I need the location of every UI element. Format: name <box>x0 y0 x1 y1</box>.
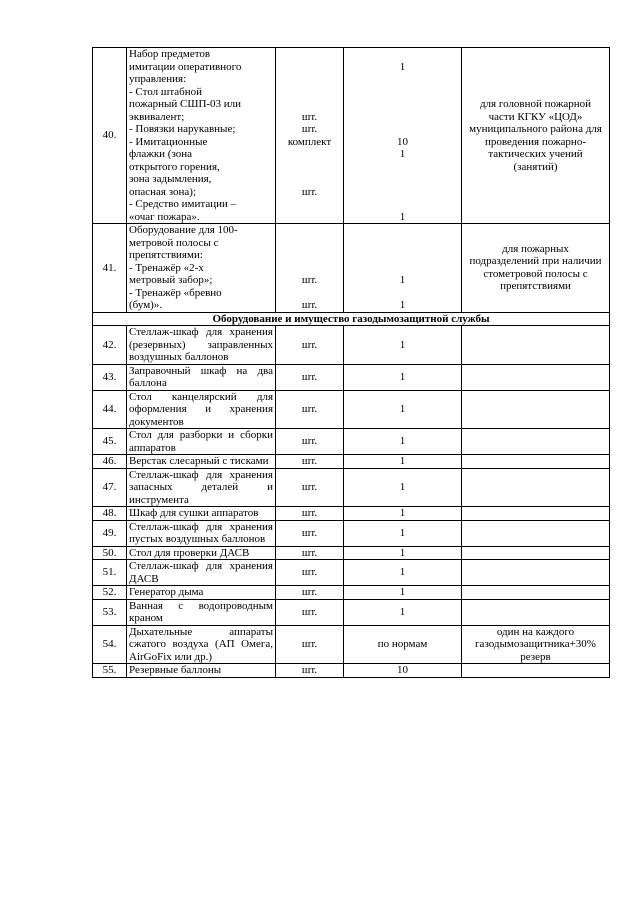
note-cell <box>462 586 610 600</box>
table-row <box>93 664 610 678</box>
note-cell <box>462 429 610 455</box>
cell-line: шт. <box>301 123 318 135</box>
row-number: 48. <box>93 507 127 521</box>
cell-line: шт. <box>301 185 318 198</box>
cell-line: тактических учений <box>488 148 583 160</box>
cell-line: для пожарных <box>502 242 569 255</box>
unit-cell: шт. <box>276 429 344 455</box>
row-number: 49. <box>93 520 127 546</box>
quantity-cell: 1 <box>344 429 462 455</box>
cell-line: опасная зона); <box>129 185 196 198</box>
unit-cell: шт. <box>276 664 344 678</box>
cell-line <box>278 249 341 262</box>
item-name: Стеллаж-шкаф для хранения пустых воздушных баллонов <box>127 520 276 546</box>
cell-line: 10 <box>397 135 408 148</box>
row-number: 53. <box>93 599 127 625</box>
table-row <box>93 520 610 546</box>
quantity-cell <box>344 48 462 224</box>
unit-cell: шт. <box>276 455 344 469</box>
cell-line: (бум)». <box>129 299 163 311</box>
note-cell <box>462 468 610 507</box>
unit-cell: шт. <box>276 560 344 586</box>
unit-cell: шт. <box>276 599 344 625</box>
cell-line: - Повязки нарукавные; <box>129 123 236 135</box>
cell-line: 1 <box>399 274 406 286</box>
row-number: 40. <box>93 48 127 224</box>
note-cell <box>462 599 610 625</box>
cell-line: для головной пожарной <box>479 98 592 110</box>
note-cell <box>462 546 610 560</box>
table-row <box>93 224 610 313</box>
note-cell <box>462 364 610 390</box>
table-row <box>93 48 610 224</box>
item-name: Дыхательные аппараты сжатого воздуха (АП Омега, AirGoFix или др.) <box>127 625 276 664</box>
row-number: 47. <box>93 468 127 507</box>
cell-line <box>346 249 459 262</box>
cell-line: 1 <box>399 148 406 160</box>
cell-line: - Имитационные <box>129 135 208 148</box>
unit-cell: шт. <box>276 364 344 390</box>
cell-line <box>346 111 459 124</box>
row-number: 51. <box>93 560 127 586</box>
item-name: Ванная с водопроводным краном <box>127 599 276 625</box>
unit-cell: шт. <box>276 468 344 507</box>
row-number: 41. <box>93 224 127 313</box>
item-name: Верстак слесарный с тисками <box>127 455 276 469</box>
item-name: Стол для проверки ДАСВ <box>127 546 276 560</box>
cell-line: 1 <box>399 210 406 223</box>
quantity-cell: 1 <box>344 364 462 390</box>
cell-line <box>278 287 341 300</box>
cell-line: шт. <box>301 274 318 286</box>
cell-line: пожарный СШП-03 или <box>129 98 242 110</box>
quantity-cell: 10 <box>344 664 462 678</box>
quantity-cell: 1 <box>344 546 462 560</box>
cell-line <box>346 73 459 86</box>
cell-line <box>346 98 459 111</box>
note-cell: один на каждого газодымозащитника+30% резерв <box>462 625 610 664</box>
quantity-cell: 1 <box>344 586 462 600</box>
cell-line: Набор предметов <box>129 48 211 60</box>
quantity-cell: по нормам <box>344 625 462 664</box>
section-row <box>93 312 610 326</box>
unit-cell: шт. <box>276 625 344 664</box>
cell-line <box>278 148 341 161</box>
quantity-cell: 1 <box>344 520 462 546</box>
table-row <box>93 625 610 664</box>
cell-line <box>278 198 341 211</box>
cell-line <box>346 224 459 237</box>
cell-line <box>278 73 341 86</box>
note-cell <box>462 664 610 678</box>
table-row <box>93 560 610 586</box>
cell-line <box>278 61 341 74</box>
table-row <box>93 507 610 521</box>
unit-cell <box>276 224 344 313</box>
note-cell <box>462 455 610 469</box>
cell-line <box>278 237 341 250</box>
unit-cell: шт. <box>276 586 344 600</box>
cell-line: - Стол штабной <box>129 85 203 98</box>
item-name: Резервные баллоны <box>127 664 276 678</box>
equipment-table <box>92 47 610 678</box>
cell-line: 1 <box>399 60 406 73</box>
row-number: 50. <box>93 546 127 560</box>
cell-line: муниципального района для <box>469 123 602 135</box>
row-number: 54. <box>93 625 127 664</box>
cell-line <box>346 198 459 211</box>
cell-line <box>278 48 341 61</box>
cell-line: 1 <box>399 299 406 311</box>
item-name: Заправочный шкаф на два баллона <box>127 364 276 390</box>
cell-line <box>346 262 459 275</box>
cell-line <box>278 211 341 224</box>
quantity-cell: 1 <box>344 599 462 625</box>
item-name: Шкаф для сушки аппаратов <box>127 507 276 521</box>
table-row <box>93 326 610 365</box>
row-number: 52. <box>93 586 127 600</box>
quantity-cell: 1 <box>344 455 462 469</box>
quantity-cell: 1 <box>344 507 462 521</box>
cell-line: части КГКУ «ЦОД» <box>488 110 583 123</box>
cell-line: управления: <box>129 73 187 85</box>
cell-line: препятствиями <box>500 280 571 293</box>
item-name <box>127 48 276 224</box>
row-number: 45. <box>93 429 127 455</box>
row-number: 44. <box>93 390 127 429</box>
cell-line <box>346 86 459 99</box>
note-cell <box>462 560 610 586</box>
table-row <box>93 390 610 429</box>
cell-line: комплект <box>287 135 332 148</box>
cell-line <box>278 262 341 275</box>
row-number: 43. <box>93 364 127 390</box>
note-cell <box>462 507 610 521</box>
item-name: Стеллаж-шкаф для хранения (резервных) заправленных воздушных баллонов <box>127 326 276 365</box>
table-row <box>93 429 610 455</box>
item-name: Стол для разборки и сборки аппаратов <box>127 429 276 455</box>
cell-line <box>346 237 459 250</box>
unit-cell: шт. <box>276 520 344 546</box>
cell-line: стометровой полосы с <box>483 267 588 280</box>
unit-cell: шт. <box>276 507 344 521</box>
cell-line: препятствиями: <box>129 249 203 261</box>
row-number: 46. <box>93 455 127 469</box>
cell-line: зона задымления, <box>129 173 212 185</box>
cell-line <box>346 123 459 136</box>
item-name <box>127 224 276 313</box>
cell-line <box>346 287 459 300</box>
cell-line: эквивалент; <box>129 110 185 123</box>
cell-line: Оборудование для 100- <box>129 224 238 236</box>
note-cell <box>462 326 610 365</box>
cell-line: проведения пожарно- <box>485 135 586 148</box>
section-title: Оборудование и имущество газодымозащитной службы <box>93 312 610 326</box>
unit-cell: шт. <box>276 390 344 429</box>
quantity-cell <box>344 224 462 313</box>
note-cell <box>462 520 610 546</box>
cell-line: «очаг пожара». <box>129 210 200 223</box>
item-name: Генератор дыма <box>127 586 276 600</box>
cell-line <box>278 86 341 99</box>
cell-line <box>278 98 341 111</box>
quantity-cell: 1 <box>344 326 462 365</box>
cell-line: метровый забор»; <box>129 274 213 286</box>
item-name: Стеллаж-шкаф для хранения запасных деталей и инструмента <box>127 468 276 507</box>
cell-line <box>278 161 341 174</box>
table-row <box>93 455 610 469</box>
table-row <box>93 364 610 390</box>
note-cell <box>462 48 610 224</box>
note-cell <box>462 224 610 313</box>
cell-line <box>346 161 459 174</box>
cell-line: подразделений при наличии <box>469 255 602 268</box>
row-number: 55. <box>93 664 127 678</box>
cell-line <box>278 224 341 237</box>
table-row <box>93 468 610 507</box>
note-cell <box>462 390 610 429</box>
unit-cell: шт. <box>276 326 344 365</box>
cell-line: (занятий) <box>513 160 558 173</box>
cell-line: флажки (зона <box>129 148 193 160</box>
quantity-cell: 1 <box>344 468 462 507</box>
table-row <box>93 546 610 560</box>
row-number: 42. <box>93 326 127 365</box>
cell-line: метровой полосы с <box>129 236 219 249</box>
quantity-cell: 1 <box>344 390 462 429</box>
cell-line <box>346 48 459 61</box>
cell-line: имитации оперативного <box>129 60 242 73</box>
cell-line <box>346 186 459 199</box>
cell-line: - Средство имитации – <box>129 198 237 210</box>
cell-line <box>278 173 341 186</box>
table-row <box>93 586 610 600</box>
item-name: Стол канцелярский для оформления и хранения документов <box>127 390 276 429</box>
item-name: Стеллаж-шкаф для хранения ДАСВ <box>127 560 276 586</box>
cell-line: шт. <box>301 110 318 123</box>
cell-line: открытого горения, <box>129 160 220 173</box>
table-row <box>93 599 610 625</box>
unit-cell <box>276 48 344 224</box>
quantity-cell: 1 <box>344 560 462 586</box>
cell-line: - Тренажёр «2-х <box>129 261 204 274</box>
unit-cell: шт. <box>276 546 344 560</box>
cell-line: шт. <box>301 299 318 311</box>
cell-line <box>346 173 459 186</box>
cell-line: - Тренажёр «бревно <box>129 286 222 299</box>
